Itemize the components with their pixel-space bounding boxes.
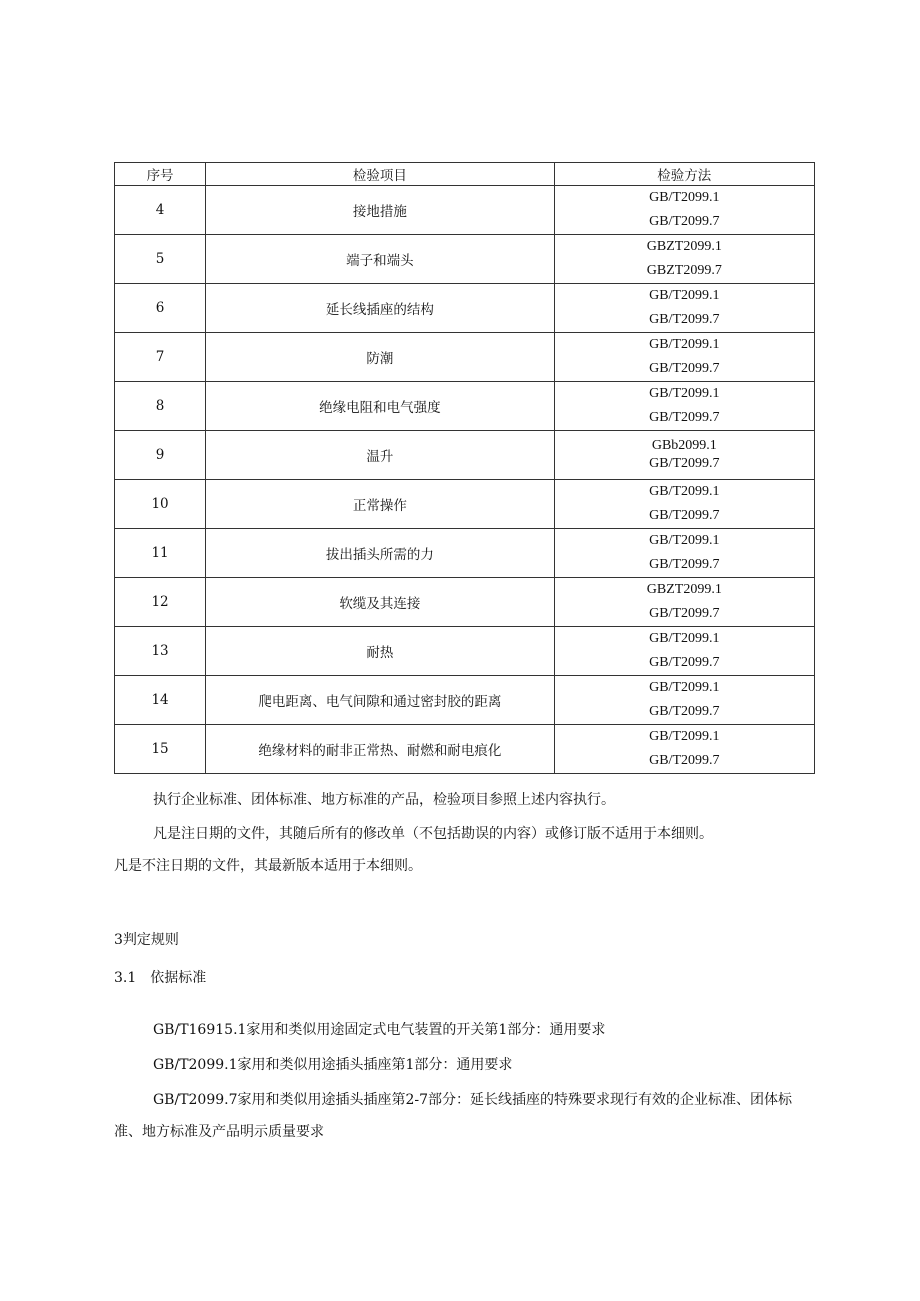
row-item: 拔出插头所需的力 [206, 529, 554, 578]
note-paragraph-1: 执行企业标准、团体标准、地方标准的产品，检验项目参照上述内容执行。 [153, 792, 615, 808]
row-number: 6 [115, 284, 206, 333]
method-standard: GB/T2099.7 [649, 361, 720, 376]
method-standard: GB/T2099.1 [649, 631, 720, 646]
row-number: 12 [115, 578, 206, 627]
row-methods [554, 480, 814, 529]
method-standard: GB/T2099.1 [649, 337, 720, 352]
table-row [115, 235, 815, 284]
row-number: 11 [115, 529, 206, 578]
table-row [115, 529, 815, 578]
table-row [115, 627, 815, 676]
method-standard: GB/T2099.7 [649, 312, 720, 327]
method-standard: GB/T2099.7 [649, 557, 720, 572]
method-standard: GB/T2099.7 [649, 508, 720, 523]
row-item: 绝缘材料的耐非正常热、耐燃和耐电痕化 [206, 725, 554, 774]
row-item: 绝缘电阻和电气强度 [206, 382, 554, 431]
row-number: 10 [115, 480, 206, 529]
table-header-row [115, 163, 815, 186]
row-item: 耐热 [206, 627, 554, 676]
header-item: 检验项目 [206, 163, 554, 186]
table-row [115, 578, 815, 627]
header-method: 检验方法 [554, 163, 814, 186]
table-row [115, 725, 815, 774]
method-standard: GB/T2099.1 [649, 680, 720, 695]
row-number: 5 [115, 235, 206, 284]
table-row [115, 382, 815, 431]
row-item: 正常操作 [206, 480, 554, 529]
table-row [115, 284, 815, 333]
method-standard: GBZT2099.1 [646, 239, 722, 254]
row-methods [554, 235, 814, 284]
row-methods [554, 431, 814, 480]
table-row [115, 480, 815, 529]
standard-item: GB/T2099.7家用和类似用途插头插座第2-7部分：延长线插座的特殊要求现行有效的企业标准、团体标准、地方标准及产品明示质量要求 [114, 1092, 793, 1140]
standard-item: GB/T16915.1家用和类似用途固定式电气装置的开关第1部分：通用要求 [153, 1022, 606, 1038]
row-number: 9 [115, 431, 206, 480]
row-methods [554, 333, 814, 382]
inspection-table [114, 162, 815, 774]
method-standard: GB/T2099.7 [649, 606, 720, 621]
row-methods [554, 284, 814, 333]
row-item: 温升 [206, 431, 554, 480]
subsection-heading: 3.1 依据标准 [114, 970, 207, 986]
row-number: 15 [115, 725, 206, 774]
method-standard: GB/T2099.1 [649, 533, 720, 548]
table-body [115, 186, 815, 774]
row-number: 4 [115, 186, 206, 235]
row-number: 8 [115, 382, 206, 431]
row-item: 延长线插座的结构 [206, 284, 554, 333]
method-standard: GB/T2099.1 [649, 190, 720, 205]
table-row [115, 186, 815, 235]
method-standard: GBb2099.1 [651, 438, 717, 453]
method-standard: GB/T2099.7 [649, 753, 720, 768]
row-methods [554, 676, 814, 725]
row-methods [554, 627, 814, 676]
table-row [115, 333, 815, 382]
row-item: 端子和端头 [206, 235, 554, 284]
method-standard: GB/T2099.7 [649, 410, 720, 425]
table-row [115, 431, 815, 480]
header-no: 序号 [115, 163, 206, 186]
note-paragraph-2: 凡是注日期的文件，其随后所有的修改单（不包括勘误的内容）或修订版不适用于本细则。 [153, 826, 713, 842]
method-standard: GBZT2099.1 [646, 582, 722, 597]
method-standard: GBZT2099.7 [646, 263, 722, 278]
row-item: 爬电距离、电气间隙和通过密封胶的距离 [206, 676, 554, 725]
standard-item: GB/T2099.1家用和类似用途插头插座第1部分：通用要求 [153, 1057, 513, 1073]
row-number: 7 [115, 333, 206, 382]
row-number: 13 [115, 627, 206, 676]
method-standard: GB/T2099.1 [649, 386, 720, 401]
row-methods [554, 529, 814, 578]
row-item: 软缆及其连接 [206, 578, 554, 627]
method-standard: GB/T2099.7 [649, 655, 720, 670]
row-methods [554, 725, 814, 774]
method-standard: GB/T2099.1 [649, 288, 720, 303]
row-item: 接地措施 [206, 186, 554, 235]
section-heading: 3判定规则 [114, 932, 179, 948]
table-row [115, 676, 815, 725]
row-item: 防潮 [206, 333, 554, 382]
row-number: 14 [115, 676, 206, 725]
row-methods [554, 382, 814, 431]
row-methods [554, 186, 814, 235]
method-standard: GB/T2099.1 [649, 484, 720, 499]
method-standard: GB/T2099.7 [649, 456, 720, 471]
method-standard: GB/T2099.7 [649, 214, 720, 229]
method-standard: GB/T2099.7 [649, 704, 720, 719]
row-methods [554, 578, 814, 627]
method-standard: GB/T2099.1 [649, 729, 720, 744]
note-paragraph-3: 凡是不注日期的文件，其最新版本适用于本细则。 [114, 858, 422, 874]
